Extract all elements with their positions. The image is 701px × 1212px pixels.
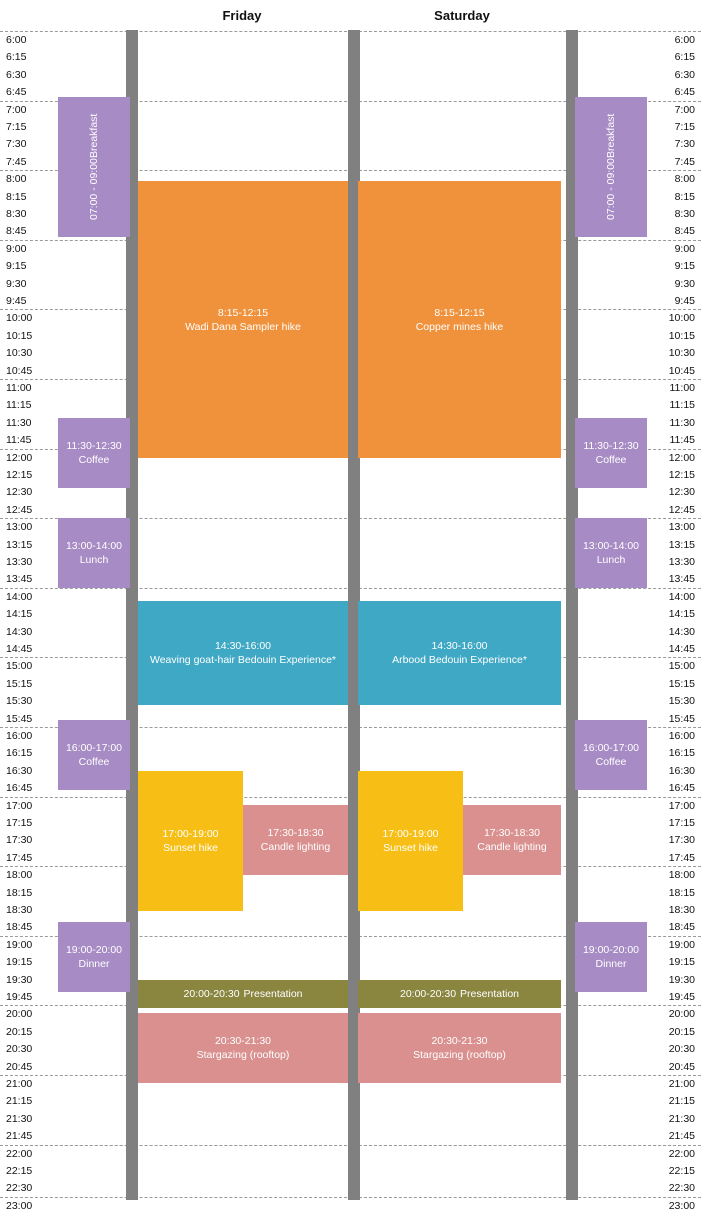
time-label-right-10-15: 10:15	[668, 329, 695, 342]
time-label-left-18-30: 18:30	[6, 904, 33, 916]
event-time: 07:00 - 09:00	[605, 158, 617, 221]
time-label-right-7-15: 7:15	[674, 121, 695, 133]
time-label-left-8-30: 8:30	[6, 208, 27, 220]
time-label-left-13-30: 13:30	[6, 556, 33, 568]
time-label-right-19-30: 19:30	[668, 973, 695, 986]
time-label-left-6-00: 6:00	[6, 34, 27, 46]
time-label-right-17-30: 17:30	[668, 834, 695, 847]
time-label-right-9-30: 9:30	[674, 277, 695, 290]
time-label-left-7-00: 7:00	[6, 103, 27, 116]
time-label-right-13-00: 13:00	[668, 521, 695, 534]
time-label-right-12-00: 12:00	[668, 451, 695, 464]
time-label-left-21-45: 21:45	[6, 1130, 33, 1143]
time-label-right-6-00: 6:00	[674, 34, 695, 46]
time-label-right-6-15: 6:15	[674, 51, 695, 64]
time-label-left-15-00: 15:00	[6, 660, 33, 673]
event-time: 19:00-20:00	[582, 944, 640, 956]
time-label-right-21-00: 21:00	[668, 1078, 695, 1090]
time-label-left-16-45: 16:45	[6, 782, 33, 795]
time-label-left-12-00: 12:00	[6, 451, 33, 464]
time-label-left-10-15: 10:15	[6, 329, 33, 342]
time-label-left-20-15: 20:15	[6, 1025, 33, 1038]
day-header-friday: Friday	[222, 8, 262, 23]
event-bedouin-saturday[interactable]	[358, 601, 561, 705]
time-label-left-20-00: 20:00	[6, 1008, 33, 1021]
time-label-left-15-45: 15:45	[6, 712, 33, 725]
time-label-right-20-15: 20:15	[668, 1025, 695, 1038]
time-label-left-14-30: 14:30	[6, 625, 33, 638]
event-time: 14:30-16:00	[214, 640, 272, 652]
time-label-right-18-00: 18:00	[668, 869, 695, 882]
time-label-left-9-15: 9:15	[6, 260, 27, 273]
time-label-left-16-00: 16:00	[6, 730, 33, 742]
time-label-left-21-30: 21:30	[6, 1112, 33, 1125]
time-label-left-10-30: 10:30	[6, 347, 33, 360]
time-label-right-12-30: 12:30	[668, 486, 695, 499]
time-label-right-13-30: 13:30	[668, 556, 695, 568]
time-label-left-19-00: 19:00	[6, 938, 33, 951]
time-label-right-10-00: 10:00	[668, 312, 695, 325]
time-label-right-8-00: 8:00	[674, 173, 695, 186]
event-title: Coffee	[78, 454, 110, 466]
event-dinner-saturday[interactable]	[575, 922, 647, 992]
event-lunch-saturday[interactable]	[575, 518, 647, 588]
time-label-left-12-15: 12:15	[6, 469, 33, 481]
time-label-right-23-00: 23:00	[668, 1199, 695, 1212]
time-label-right-19-00: 19:00	[668, 938, 695, 951]
event-time: 13:00-14:00	[65, 540, 123, 552]
time-label-right-17-45: 17:45	[668, 851, 695, 864]
time-label-right-8-15: 8:15	[674, 190, 695, 203]
time-label-left-20-30: 20:30	[6, 1043, 33, 1056]
event-time: 17:30-18:30	[267, 827, 324, 839]
event-time: 14:30-16:00	[431, 640, 488, 652]
event-candle-friday[interactable]	[243, 805, 348, 875]
time-label-right-16-00: 16:00	[668, 730, 695, 742]
time-label-right-8-30: 8:30	[674, 208, 695, 220]
time-label-left-13-45: 13:45	[6, 573, 33, 586]
time-label-right-11-15: 11:15	[669, 399, 695, 412]
time-label-left-16-30: 16:30	[6, 764, 33, 777]
event-presentation-saturday[interactable]	[358, 980, 561, 1008]
event-title: Dinner	[595, 958, 627, 970]
time-label-left-11-15: 11:15	[6, 399, 32, 412]
time-label-left-7-30: 7:30	[6, 138, 27, 151]
event-title: Stargazing (rooftop)	[413, 1049, 506, 1061]
time-label-right-14-15: 14:15	[668, 608, 695, 621]
event-sunset-saturday[interactable]	[358, 771, 463, 911]
time-label-right-6-45: 6:45	[674, 86, 695, 99]
time-label-left-12-30: 12:30	[6, 486, 33, 499]
time-label-right-13-15: 13:15	[668, 538, 695, 551]
day-header-saturday: Saturday	[434, 8, 490, 23]
time-label-left-14-15: 14:15	[6, 608, 33, 621]
time-label-right-22-15: 22:15	[668, 1165, 695, 1177]
event-time: 16:00-17:00	[582, 742, 640, 754]
time-label-right-22-30: 22:30	[668, 1182, 695, 1195]
event-sunset-friday[interactable]	[138, 771, 243, 911]
event-title: Stargazing (rooftop)	[196, 1049, 290, 1061]
event-coffee-morning-saturday[interactable]	[575, 418, 647, 488]
time-label-left-14-00: 14:00	[6, 590, 33, 603]
time-label-right-12-45: 12:45	[668, 503, 695, 516]
time-label-right-11-00: 11:00	[669, 382, 695, 394]
event-title: Presentation	[243, 988, 303, 1000]
event-hike-saturday[interactable]	[358, 181, 561, 458]
time-label-left-6-45: 6:45	[6, 86, 27, 99]
time-label-right-10-45: 10:45	[668, 364, 695, 377]
time-label-left-19-30: 19:30	[6, 973, 33, 986]
event-time: 17:00-19:00	[382, 828, 439, 840]
time-label-right-12-15: 12:15	[668, 469, 695, 481]
event-title: Lunch	[596, 554, 626, 566]
time-label-right-15-30: 15:30	[668, 695, 695, 708]
event-title: Copper mines hike	[415, 320, 504, 333]
time-label-left-18-15: 18:15	[6, 886, 33, 899]
event-title: Sunset hike	[383, 842, 438, 854]
time-label-right-16-30: 16:30	[668, 764, 695, 777]
time-label-right-18-30: 18:30	[668, 904, 695, 916]
time-label-right-18-45: 18:45	[668, 921, 695, 934]
time-label-right-20-30: 20:30	[668, 1043, 695, 1056]
event-title: Dinner	[78, 958, 110, 970]
time-label-right-22-00: 22:00	[668, 1147, 695, 1160]
time-label-left-15-30: 15:30	[6, 695, 33, 708]
time-label-left-17-30: 17:30	[6, 834, 33, 847]
time-label-right-8-45: 8:45	[674, 225, 695, 238]
time-label-left-22-30: 22:30	[6, 1182, 33, 1195]
time-label-left-8-15: 8:15	[6, 190, 27, 203]
event-time: 19:00-20:00	[65, 944, 123, 956]
time-label-right-17-15: 17:15	[668, 817, 695, 829]
time-label-right-16-45: 16:45	[668, 782, 695, 795]
time-label-right-9-15: 9:15	[674, 260, 695, 273]
event-title: Presentation	[460, 988, 520, 1000]
time-label-right-17-00: 17:00	[668, 799, 695, 812]
time-label-right-21-45: 21:45	[668, 1130, 695, 1143]
time-label-right-14-30: 14:30	[668, 625, 695, 638]
time-label-left-16-15: 16:15	[6, 747, 33, 760]
time-label-right-9-00: 9:00	[674, 242, 695, 255]
time-label-left-19-45: 19:45	[6, 991, 33, 1003]
event-time: 20:30-21:30	[431, 1035, 488, 1047]
time-label-left-18-45: 18:45	[6, 921, 33, 934]
event-title: Arbood Bedouin Experience*	[392, 654, 527, 666]
time-label-left-8-00: 8:00	[6, 173, 27, 186]
time-label-left-20-45: 20:45	[6, 1060, 33, 1073]
event-hike-friday[interactable]	[138, 181, 348, 458]
event-time: 11:30-12:30	[66, 440, 122, 452]
event-title: Candle lighting	[260, 841, 331, 853]
event-title: Weaving goat-hair Bedouin Experience*	[149, 654, 336, 666]
event-breakfast-saturday[interactable]	[575, 97, 647, 237]
event-time: 16:00-17:00	[65, 742, 123, 754]
time-label-right-7-30: 7:30	[674, 138, 695, 151]
time-label-left-22-15: 22:15	[6, 1165, 33, 1177]
time-label-left-17-00: 17:00	[6, 799, 33, 812]
time-label-left-9-00: 9:00	[6, 242, 27, 255]
event-title: Coffee	[595, 454, 627, 466]
event-coffee-afternoon-friday[interactable]	[58, 720, 130, 790]
time-label-right-20-00: 20:00	[668, 1008, 695, 1021]
time-label-right-15-15: 15:15	[668, 677, 695, 690]
time-label-left-21-00: 21:00	[6, 1078, 33, 1090]
event-title: Breakfast	[88, 113, 100, 159]
event-title: Coffee	[595, 756, 627, 768]
time-label-left-17-15: 17:15	[6, 817, 33, 829]
event-title: Lunch	[79, 554, 109, 566]
event-title: Breakfast	[605, 113, 617, 159]
time-label-left-23-00: 23:00	[6, 1199, 33, 1212]
time-label-left-7-45: 7:45	[6, 155, 27, 168]
time-label-right-7-00: 7:00	[674, 103, 695, 116]
time-label-left-10-00: 10:00	[6, 312, 33, 325]
event-presentation-friday[interactable]	[138, 980, 348, 1008]
event-time: 07:00 - 09:00	[88, 158, 100, 221]
time-label-right-6-30: 6:30	[674, 68, 695, 81]
time-label-right-21-15: 21:15	[668, 1095, 695, 1108]
event-time: 13:00-14:00	[582, 540, 640, 552]
event-time: 20:00-20:30	[183, 988, 240, 1000]
time-label-left-13-00: 13:00	[6, 521, 33, 534]
time-label-left-11-30: 11:30	[6, 416, 32, 429]
event-time: 8:15-12:15	[434, 306, 485, 319]
time-label-right-15-45: 15:45	[668, 712, 695, 725]
time-label-left-12-45: 12:45	[6, 503, 33, 516]
event-time: 11:30-12:30	[583, 440, 639, 452]
time-label-right-21-30: 21:30	[668, 1112, 695, 1125]
event-time: 17:00-19:00	[162, 828, 219, 840]
time-label-left-17-45: 17:45	[6, 851, 33, 864]
event-title: Sunset hike	[163, 842, 218, 854]
time-label-right-19-15: 19:15	[668, 956, 695, 969]
time-label-right-14-00: 14:00	[668, 590, 695, 603]
time-label-left-18-00: 18:00	[6, 869, 33, 882]
time-label-left-11-45: 11:45	[6, 434, 32, 447]
time-label-right-20-45: 20:45	[668, 1060, 695, 1073]
time-label-right-9-45: 9:45	[674, 295, 695, 307]
event-time: 20:30-21:30	[214, 1035, 272, 1047]
time-label-left-10-45: 10:45	[6, 364, 33, 377]
event-coffee-afternoon-saturday[interactable]	[575, 720, 647, 790]
time-label-left-21-15: 21:15	[6, 1095, 33, 1108]
time-label-right-16-15: 16:15	[668, 747, 695, 760]
time-label-right-14-45: 14:45	[668, 643, 695, 655]
event-title: Wadi Dana Sampler hike	[185, 320, 301, 333]
time-label-left-19-15: 19:15	[6, 956, 33, 969]
event-coffee-morning-friday[interactable]	[58, 418, 130, 488]
event-dinner-friday[interactable]	[58, 922, 130, 992]
event-stargazing-saturday[interactable]	[358, 1013, 561, 1083]
time-label-right-19-45: 19:45	[668, 991, 695, 1003]
time-label-left-8-45: 8:45	[6, 225, 27, 238]
time-label-left-6-30: 6:30	[6, 68, 27, 81]
time-label-left-9-30: 9:30	[6, 277, 27, 290]
time-label-left-11-00: 11:00	[6, 382, 32, 394]
event-stargazing-friday[interactable]	[138, 1013, 348, 1083]
time-label-right-11-30: 11:30	[669, 416, 695, 429]
time-label-right-10-30: 10:30	[668, 347, 695, 360]
time-label-left-22-00: 22:00	[6, 1147, 33, 1160]
time-label-left-13-15: 13:15	[6, 538, 33, 551]
event-lunch-friday[interactable]	[58, 518, 130, 588]
time-label-left-6-15: 6:15	[6, 51, 27, 64]
time-label-left-7-15: 7:15	[6, 121, 27, 133]
time-label-left-9-45: 9:45	[6, 295, 27, 307]
event-time: 20:00-20:30	[399, 988, 457, 1000]
event-candle-saturday[interactable]	[463, 805, 561, 875]
event-title: Candle lighting	[477, 841, 547, 853]
event-time: 17:30-18:30	[483, 827, 541, 839]
time-label-right-11-45: 11:45	[669, 434, 695, 447]
time-label-right-13-45: 13:45	[668, 573, 695, 586]
time-label-right-15-00: 15:00	[668, 660, 695, 673]
event-title: Coffee	[78, 756, 110, 768]
time-label-right-7-45: 7:45	[674, 155, 695, 168]
event-breakfast-friday[interactable]	[58, 97, 130, 237]
time-label-left-15-15: 15:15	[6, 677, 33, 690]
time-label-right-18-15: 18:15	[668, 886, 695, 899]
event-time: 8:15-12:15	[217, 306, 269, 319]
event-bedouin-friday[interactable]	[138, 601, 348, 705]
time-label-left-14-45: 14:45	[6, 643, 33, 655]
